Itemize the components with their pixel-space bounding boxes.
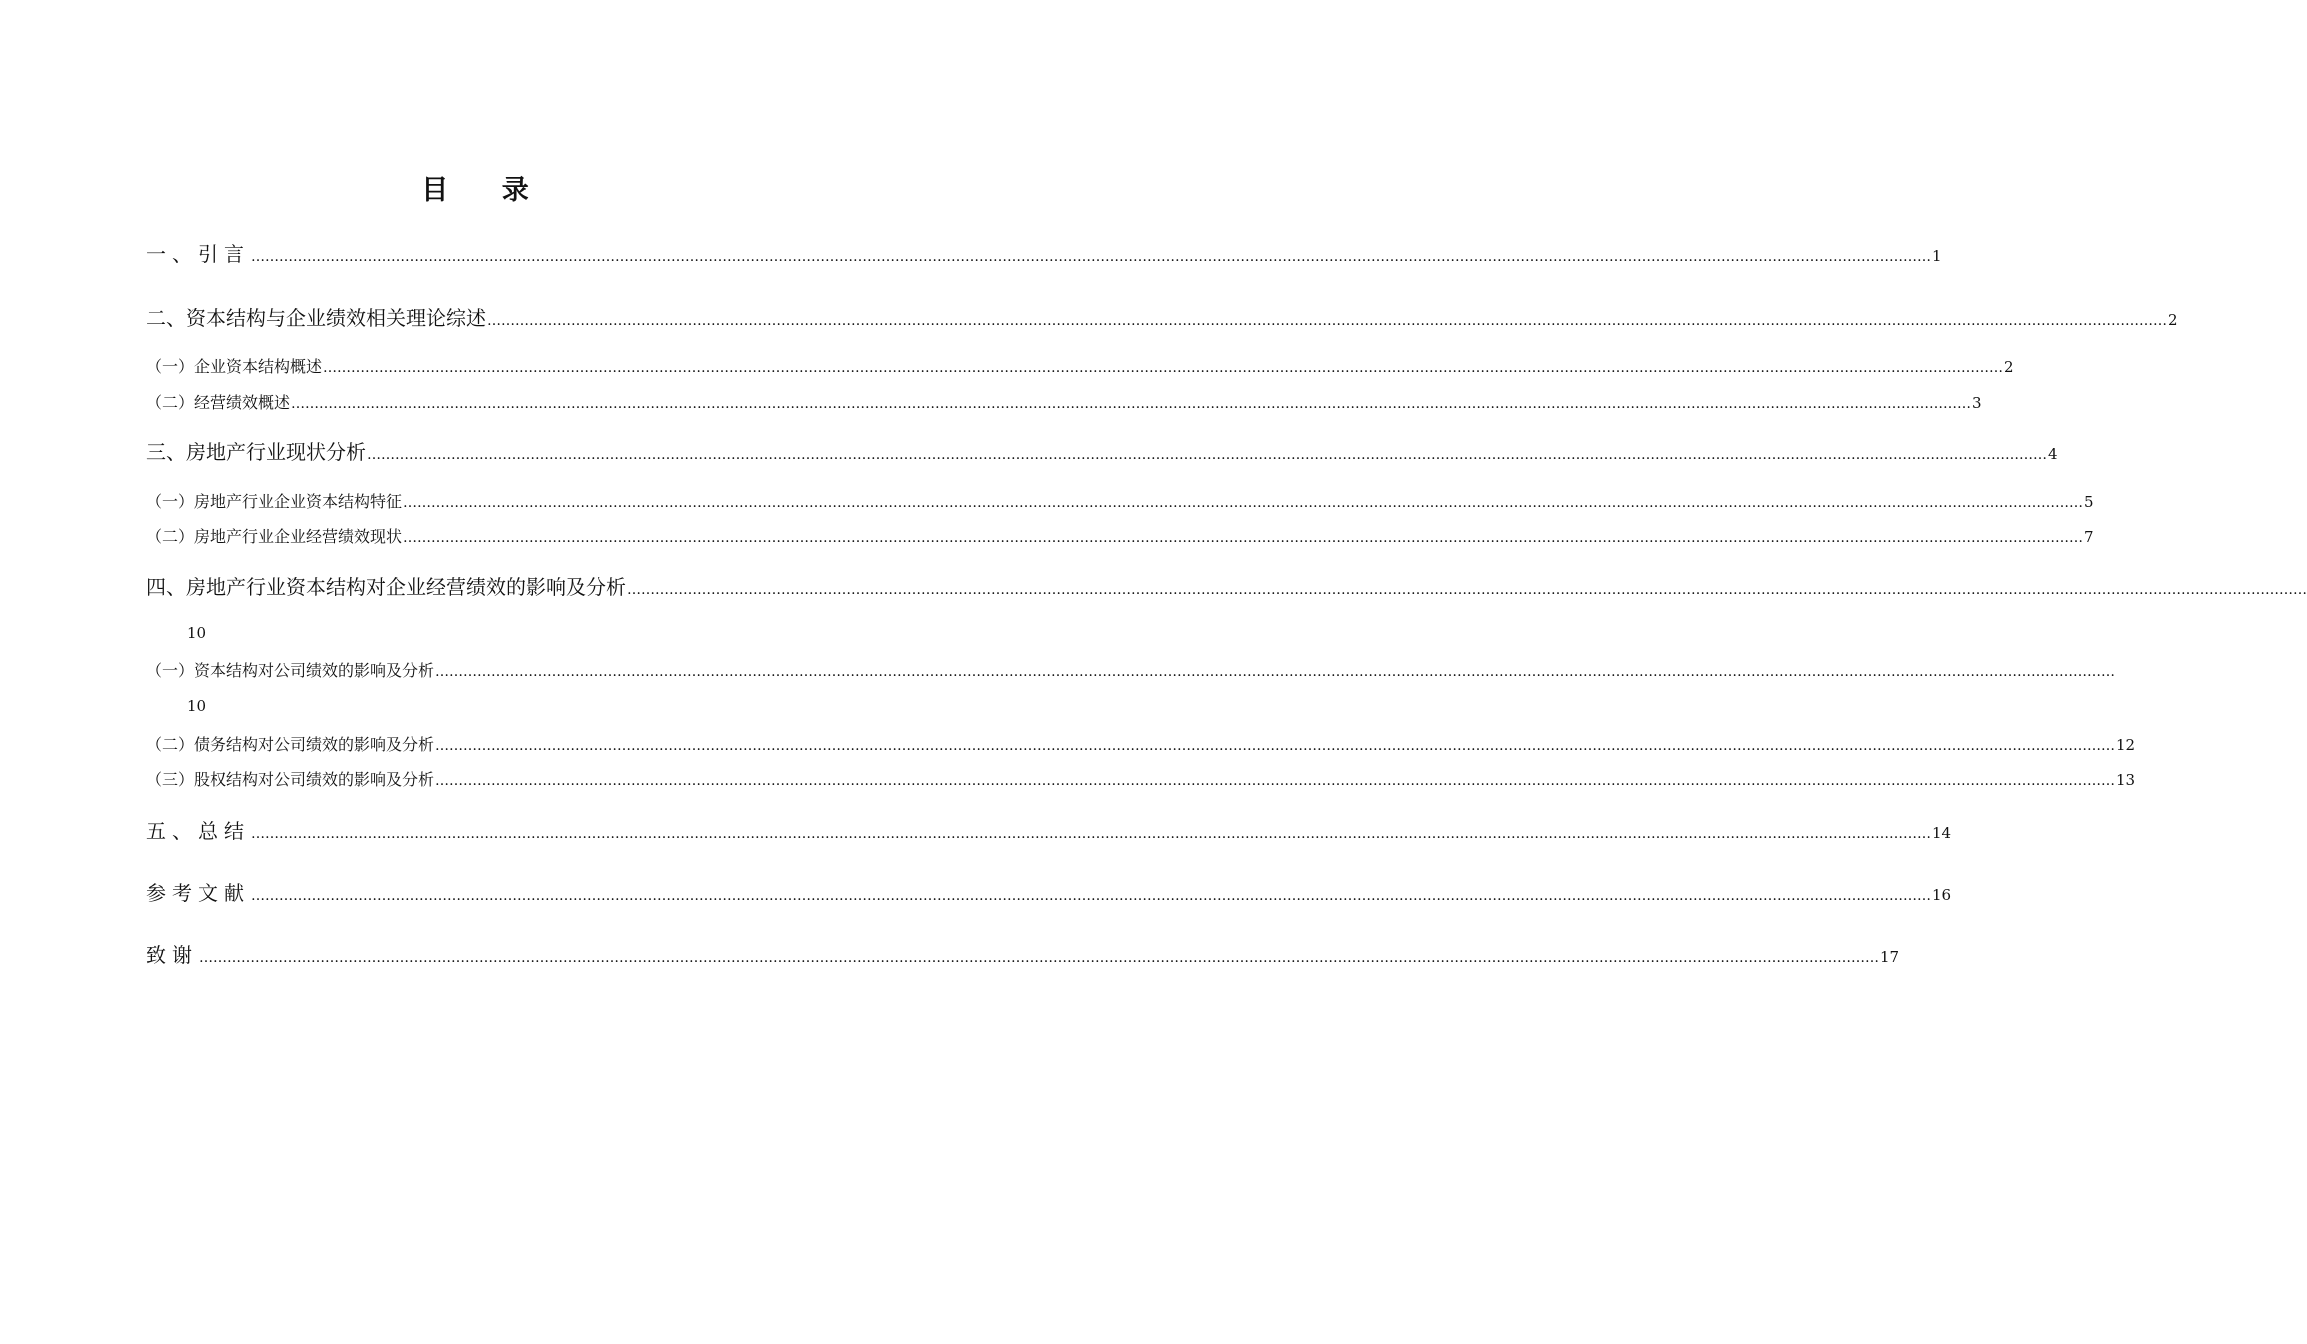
toc-page-number: 10 [187,697,207,715]
toc-entry-section-2-1 [146,354,2014,377]
toc-entry-label: （一）企业资本结构概述 [146,357,323,376]
toc-page-number: 12 [2116,736,2136,754]
toc-entry-label: （一）资本结构对公司绩效的影响及分析 [146,661,435,680]
toc-leader: ……………………………………………………………………………………………………………………………………………………………………………………………………………………………………………………………………………………………………………………………… [291,396,1972,412]
toc-leader: ……………………………………………………………………………………………………………………………………………………………………………………………………………………………………………………………………………………………………………………………… [403,495,2084,511]
toc-entry-label: 五、总结 [146,819,250,843]
toc-title: 目 录 [421,175,551,206]
toc-entry-section-4-1 [146,658,2116,681]
toc-entry-label: 参考文献 [146,881,250,905]
toc-entry-label: 一、引言 [146,242,250,266]
toc-leader: ……………………………………………………………………………………………………………………………………………………………………………………………………………………………………………………………………………………………………………………………… [323,360,2004,376]
toc-entry-label: （二）经营绩效概述 [146,393,291,412]
toc-entry-label: （三）股权结构对公司绩效的影响及分析 [146,770,435,789]
toc-entry-chapter-2 [146,302,2178,331]
toc-entry-section-2-2 [146,390,1982,413]
toc-page-number: 13 [2116,771,2136,789]
toc-entry-acknowledgements [146,939,1900,968]
toc-page-number: 14 [1932,824,1952,842]
toc-entry-label: 四、房地产行业资本结构对企业经营绩效的影响及分析 [146,575,626,599]
toc-entry-label: （一）房地产行业企业资本结构特征 [146,492,403,511]
toc-entry-label: （二）债务结构对公司绩效的影响及分析 [146,735,435,754]
toc-page-number: 10 [187,624,207,642]
toc-page-number: 3 [1972,394,1982,412]
toc-page-number: 16 [1932,886,1952,904]
toc-page-number: 1 [1932,247,1942,265]
toc-entry-chapter-4 [146,571,2307,600]
toc-entry-label: 二、资本结构与企业绩效相关理论综述 [146,306,486,330]
toc-entry-references [146,877,1952,906]
toc-page-number: 2 [2168,311,2178,329]
toc-leader: ……………………………………………………………………………………………………………………………………………………………………………………………………………………………………………………………………………………………………………………………… [435,773,2116,789]
toc-page-number: 17 [1880,948,1900,966]
toc-leader: ……………………………………………………………………………………………………………………………………………………………………………………………………………………………………………………………………………………………………………………………… [435,664,2116,680]
toc-leader: ……………………………………………………………………………………………………………………………………………………………………………………………………………………………………………………………………………………………………………………………… [199,950,1879,966]
toc-page-number: 7 [2084,528,2094,546]
toc-entry-section-4-2 [146,732,2136,755]
toc-page-number: 5 [2084,493,2094,511]
toc-leader: ……………………………………………………………………………………………………………………………………………………………………………………………………………………………………………………………………………………………………………………………… [435,738,2116,754]
toc-entry-chapter-5 [146,815,1952,844]
toc-entry-introduction [146,238,1942,267]
toc-entry-label: （二）房地产行业企业经营绩效现状 [146,527,403,546]
toc-entry-label: 三、房地产行业现状分析 [146,440,366,464]
toc-page-number: 4 [2048,445,2058,463]
toc-leader: ……………………………………………………………………………………………………………………………………………………………………………………………………………………………………………………………………………………………………………………………… [251,249,1931,265]
toc-entry-section-3-2 [146,524,2094,547]
toc-leader: ……………………………………………………………………………………………………………………………………………………………………………………………………………………………………………………………………………………………………………………………… [251,888,1931,904]
toc-entry-chapter-3 [146,436,2058,465]
toc-page-number: 2 [2004,358,2014,376]
toc-entry-section-4-3 [146,767,2136,790]
toc-leader: ……………………………………………………………………………………………………………………………………………………………………………………………………………………………………………………………………………………………………………………………… [403,530,2084,546]
toc-leader: ……………………………………………………………………………………………………………………………………………………………………………………………………………………………………………………………………………………………………………………………… [487,313,2167,329]
toc-leader: ……………………………………………………………………………………………………………………………………………………………………………………………………………………………………………………………………………………………………………………………… [251,826,1931,842]
toc-entry-section-3-1 [146,489,2094,512]
toc-leader: ……………………………………………………………………………………………………………………………………………………………………………………………………………………………………………………………………………………………………………………………… [367,447,2047,463]
toc-leader: ……………………………………………………………………………………………………………………………………………………………………………………………………………………………………………………………………………………………………………………………… [627,582,2307,598]
toc-entry-label: 致谢 [146,943,198,967]
